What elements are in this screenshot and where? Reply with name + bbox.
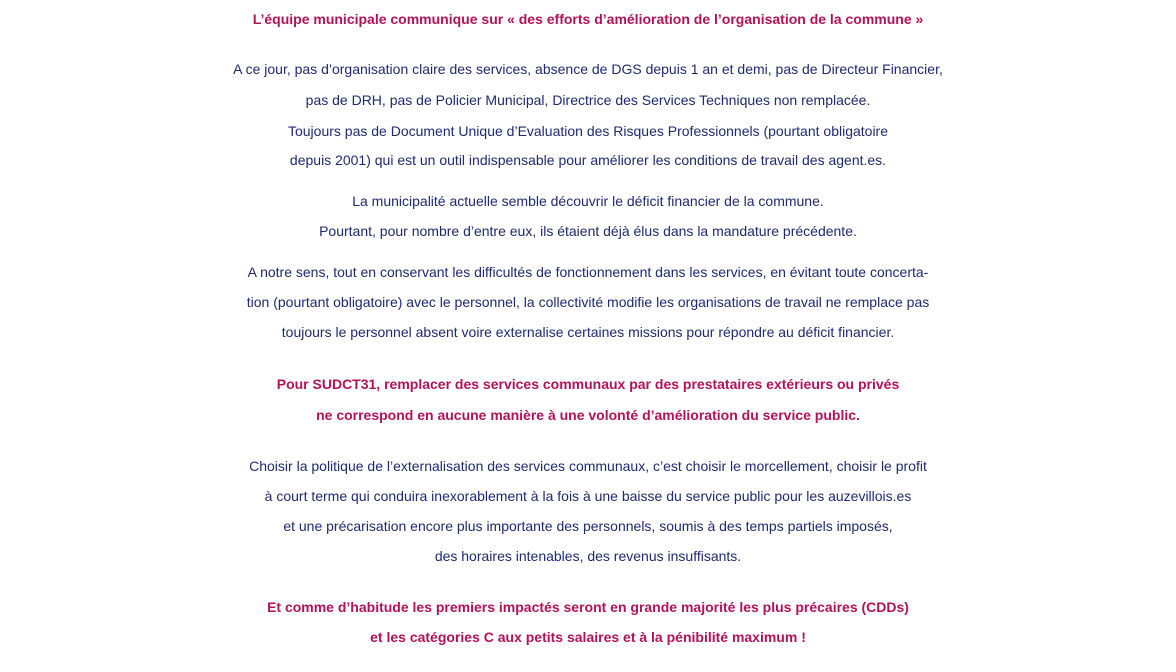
text-line: pas de DRH, pas de Policier Municipal, Directrice des Services Techniques non remplacée.: [305, 92, 871, 108]
text-line: Toujours pas de Document Unique d’Evaluation des Risques Professionnels (pourtant obligatoire: [287, 123, 889, 139]
text-line: et une précarisation encore plus importante des personnels, soumis à des temps partiels imposés,: [283, 518, 893, 534]
heading: L’équipe municipale communique sur « des efforts d’amélioration de l’organisation de la commune »: [252, 11, 924, 27]
text-line: A notre sens, tout en conservant les difficultés de fonctionnement dans les services, en évitant toute concerta-: [247, 264, 929, 280]
text-line: A ce jour, pas d’organisation claire des services, absence de DGS depuis 1 an et demi, pas de Directeur Financier,: [233, 61, 943, 77]
text-line: depuis 2001) qui est un outil indispensable pour améliorer les conditions de travail des agent.es.: [289, 152, 887, 168]
text-line: La municipalité actuelle semble découvrir le déficit financier de la commune.: [352, 193, 824, 209]
text-line: à court terme qui conduira inexorablement à la fois à une baisse du service public pour les auzevillois.es: [264, 488, 912, 504]
text-line: des horaires intenables, des revenus insuffisants.: [434, 548, 742, 564]
emphasis-line: Pour SUDCT31, remplacer des services communaux par des prestataires extérieurs ou privés: [276, 376, 900, 392]
text-line: Choisir la politique de l’externalisation des services communaux, c’est choisir le morcellement, choisir le profit: [249, 458, 927, 474]
emphasis-line: ne correspond en aucune manière à une volonté d’amélioration du service public.: [316, 407, 860, 423]
text-line: Pourtant, pour nombre d’entre eux, ils étaient déjà élus dans la mandature précédente.: [319, 223, 857, 239]
text-line: tion (pourtant obligatoire) avec le personnel, la collectivité modifie les organisations de travail ne remplace pas: [246, 294, 930, 310]
emphasis-line: et les catégories C aux petits salaires et à la pénibilité maximum !: [370, 629, 806, 645]
text-line: toujours le personnel absent voire externalise certaines missions pour répondre au déficit financier.: [281, 324, 895, 340]
emphasis-line: Et comme d’habitude les premiers impactés seront en grande majorité les plus précaires (CDDs): [267, 599, 909, 615]
